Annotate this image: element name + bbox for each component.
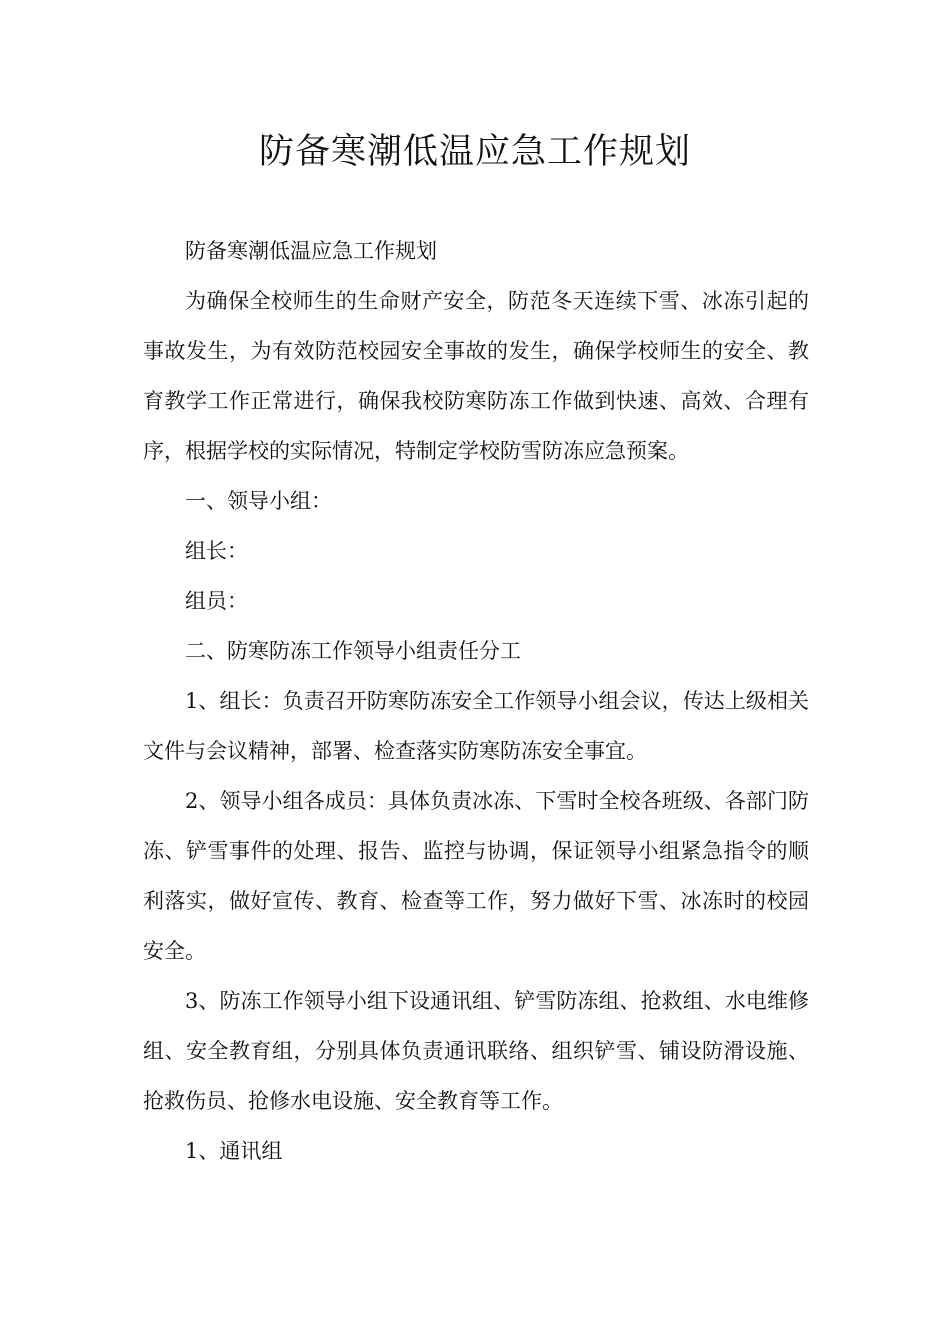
heading-leadership-group: 一、领导小组：: [185, 489, 332, 513]
document-title: 防备寒潮低温应急工作规划: [258, 132, 691, 172]
paragraph-subgroups: 3、防冻工作领导小组下设通讯组、铲雪防冻组、抢救组、水电维修组、安全教育组，分别具体负责通讯联络、组织铲雪、铺设防滑设施、抢救伤员、抢修水电设施、安全教育等工作。: [143, 989, 809, 1113]
heading-communication-group: 1、通讯组: [185, 1139, 283, 1163]
paragraph-leader-duty: 1、组长：负责召开防寒防冻安全工作领导小组会议，传达上级相关文件与会议精神，部署、检查落实防寒防冻安全事宜。: [143, 689, 809, 763]
paragraph-subtitle: 防备寒潮低温应急工作规划: [185, 239, 437, 263]
paragraph-group-members: 组员：: [185, 589, 248, 613]
heading-responsibilities: 二、防寒防冻工作领导小组责任分工: [185, 639, 521, 663]
paragraph-members-duty: 2、领导小组各成员：具体负责冰冻、下雪时全校各班级、各部门防冻、铲雪事件的处理、报告、监控与协调，保证领导小组紧急指令的顺利落实，做好宣传、教育、检查等工作，努力做好下雪、冰冻时的校园安全。: [143, 789, 809, 963]
paragraph-group-leader: 组长：: [185, 539, 248, 563]
document-body: [143, 226, 809, 1176]
paragraph-intro: 为确保全校师生的生命财产安全，防范冬天连续下雪、冰冻引起的事故发生，为有效防范校园安全事故的发生，确保学校师生的安全、教育教学工作正常进行，确保我校防寒防冻工作做到快速、高效、合理有序，根据学校的实际情况，特制定学校防雪防冻应急预案。: [143, 289, 809, 463]
